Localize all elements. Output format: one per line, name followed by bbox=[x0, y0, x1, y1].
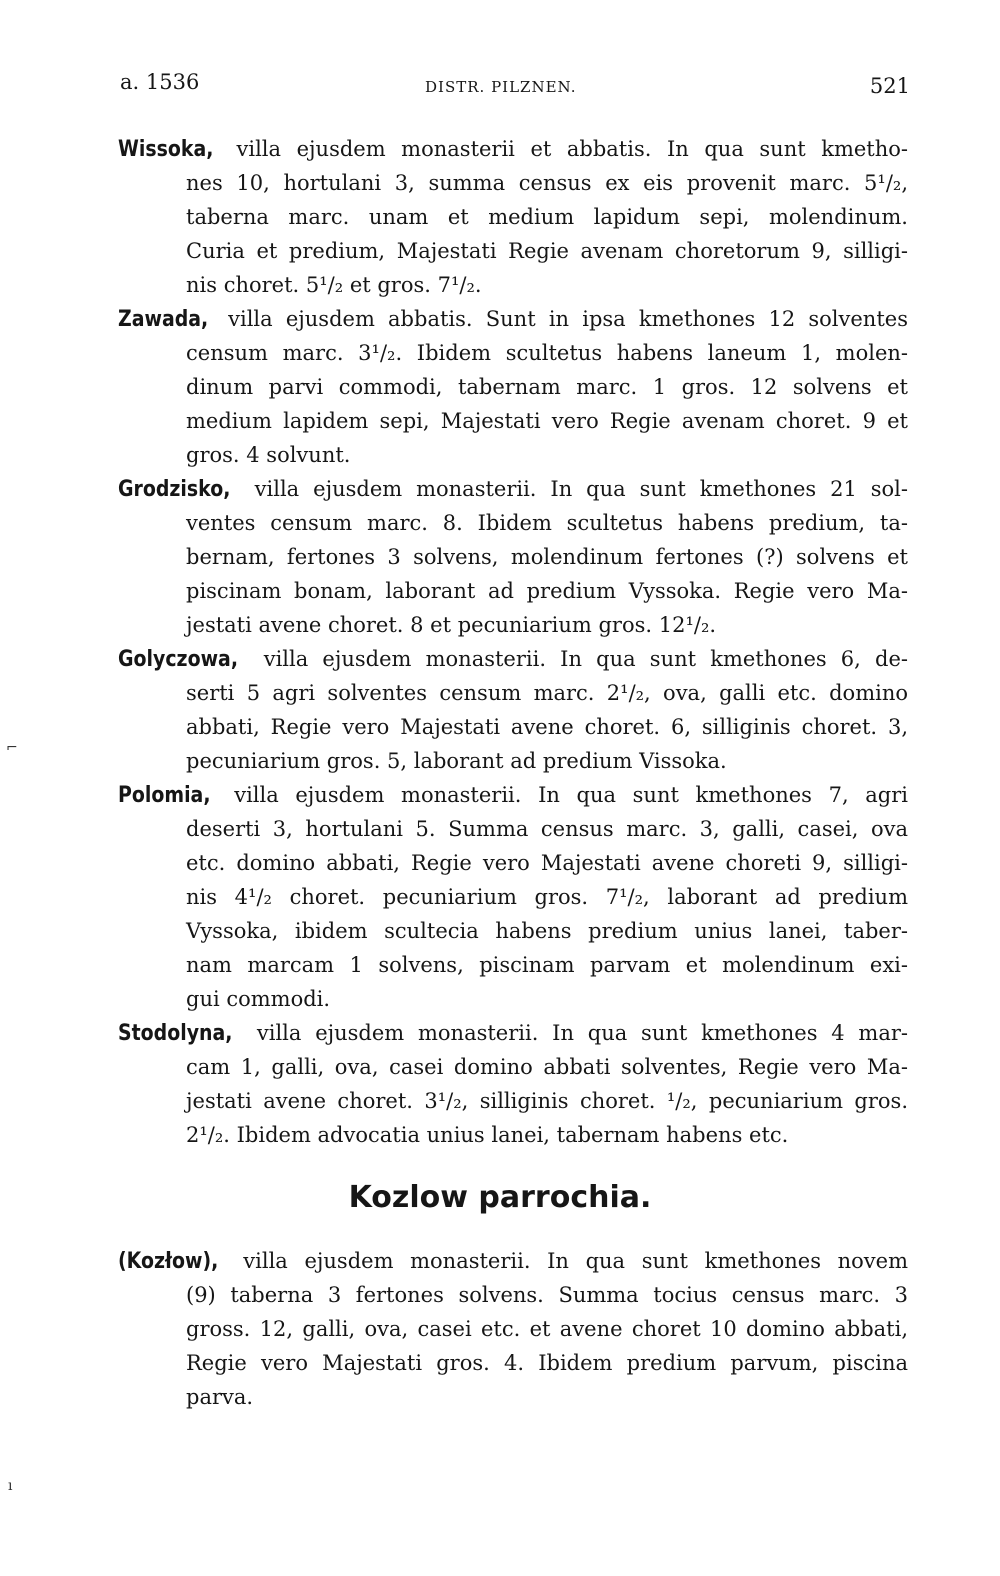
entry-wissoka bbox=[118, 132, 908, 302]
entry-heading: Wissoka, bbox=[118, 137, 214, 162]
entry-line: censum marc. 3¹/₂. Ibidem scultetus habens laneum 1, molen- bbox=[186, 341, 908, 365]
entry-line: Polomia, villa ejusdem monasterii. In qua sunt kmethones 7, agri bbox=[118, 778, 908, 812]
entry-line: nis 4¹/₂ choret. pecuniarium gros. 7¹/₂, laborant ad predium bbox=[186, 885, 908, 909]
entry-zawada bbox=[118, 302, 908, 472]
entry-line: parva. bbox=[186, 1385, 254, 1409]
entry-line: serti 5 agri solventes censum marc. 2¹/₂, ova, galli etc. domino bbox=[186, 681, 908, 705]
entry-heading: Polomia, bbox=[118, 783, 211, 808]
entry-line: dinum parvi commodi, tabernam marc. 1 gros. 12 solvens et bbox=[186, 375, 908, 399]
page-number: 521 bbox=[869, 74, 910, 98]
entry-grodzisko bbox=[118, 472, 908, 642]
entry-line: (Kozłow), villa ejusdem monasterii. In qua sunt kmethones novem bbox=[118, 1244, 908, 1278]
entry-line: nam marcam 1 solvens, piscinam parvam et molendinum exi- bbox=[186, 953, 908, 977]
entry-line: Vyssoka, ibidem scultecia habens predium unius lanei, taber- bbox=[186, 919, 908, 943]
entry-line: Golyczowa, villa ejusdem monasterii. In qua sunt kmethones 6, de- bbox=[118, 642, 908, 676]
entry-heading: Zawada, bbox=[118, 307, 209, 332]
entry-line: Zawada, villa ejusdem abbatis. Sunt in ipsa kmethones 12 solventes bbox=[118, 302, 908, 336]
entry-line: gross. 12, galli, ova, casei etc. et avene choret 10 domino abbati, bbox=[186, 1317, 908, 1341]
entry-line: (9) taberna 3 fertones solvens. Summa tocius census marc. 3 bbox=[186, 1283, 908, 1307]
entry-heading: (Kozłow), bbox=[118, 1249, 219, 1274]
entry-line: etc. domino abbati, Regie vero Majestati avene choreti 9, silligi- bbox=[186, 851, 908, 875]
entry-line: ventes censum marc. 8. Ibidem scultetus habens predium, ta- bbox=[186, 511, 908, 535]
entry-line: taberna marc. unam et medium lapidum sepi, molendinum. bbox=[186, 205, 908, 229]
entry-line: cam 1, galli, ova, casei domino abbati solventes, Regie vero Ma- bbox=[186, 1055, 908, 1079]
running-header bbox=[120, 70, 910, 110]
entry-line: Stodolyna, villa ejusdem monasterii. In qua sunt kmethones 4 mar- bbox=[118, 1016, 908, 1050]
entry-line: jestati avene choret. 3¹/₂, silliginis choret. ¹/₂, pecuniarium gros. bbox=[186, 1089, 908, 1113]
header-year: a. 1536 bbox=[120, 70, 200, 94]
entry-golyczowa bbox=[118, 642, 908, 778]
entry-line: pecuniarium gros. 5, laborant ad predium Vissoka. bbox=[186, 749, 727, 773]
entry-line: Grodzisko, villa ejusdem monasterii. In qua sunt kmethones 21 sol- bbox=[118, 472, 908, 506]
entry-heading: Golyczowa, bbox=[118, 647, 239, 672]
margin-mark: ⌐ bbox=[6, 740, 18, 756]
entry-kozlow bbox=[118, 1244, 908, 1414]
entry-line: Regie vero Majestati gros. 4. Ibidem predium parvum, piscina bbox=[186, 1351, 908, 1375]
entry-line: nis choret. 5¹/₂ et gros. 7¹/₂. bbox=[186, 273, 482, 297]
entry-line: 2¹/₂. Ibidem advocatia unius lanei, tabernam habens etc. bbox=[186, 1123, 789, 1147]
entry-line: deserti 3, hortulani 5. Summa census marc. 3, galli, casei, ova bbox=[186, 817, 908, 841]
entry-heading: Stodolyna, bbox=[118, 1021, 233, 1046]
margin-mark: ı bbox=[8, 1478, 13, 1494]
section-title: Kozlow parrochia. bbox=[348, 1180, 652, 1215]
entry-line: nes 10, hortulani 3, summa census ex eis provenit marc. 5¹/₂, bbox=[186, 171, 908, 195]
entry-line: abbati, Regie vero Majestati avene choret. 6, silliginis choret. 3, bbox=[186, 715, 908, 739]
entry-stodolyna bbox=[118, 1016, 908, 1152]
entry-polomia bbox=[118, 778, 908, 1016]
entry-line: medium lapidem sepi, Majestati vero Regie avenam choret. 9 et bbox=[186, 409, 908, 433]
entry-line: gros. 4 solvunt. bbox=[186, 443, 351, 467]
entry-line: bernam, fertones 3 solvens, molendinum fertones (?) solvens et bbox=[186, 545, 908, 569]
entry-line: piscinam bonam, laborant ad predium Vyssoka. Regie vero Ma- bbox=[186, 579, 908, 603]
header-title: DISTR. PILZNEN. bbox=[425, 78, 577, 96]
entry-heading: Grodzisko, bbox=[118, 477, 231, 502]
entry-line: Curia et predium, Majestati Regie avenam choretorum 9, silligi- bbox=[186, 239, 908, 263]
entry-line: gui commodi. bbox=[186, 987, 331, 1011]
entry-line: jestati avene choret. 8 et pecuniarium gros. 12¹/₂. bbox=[186, 613, 717, 637]
entry-line: Wissoka, villa ejusdem monasterii et abbatis. In qua sunt kmetho- bbox=[118, 132, 908, 166]
